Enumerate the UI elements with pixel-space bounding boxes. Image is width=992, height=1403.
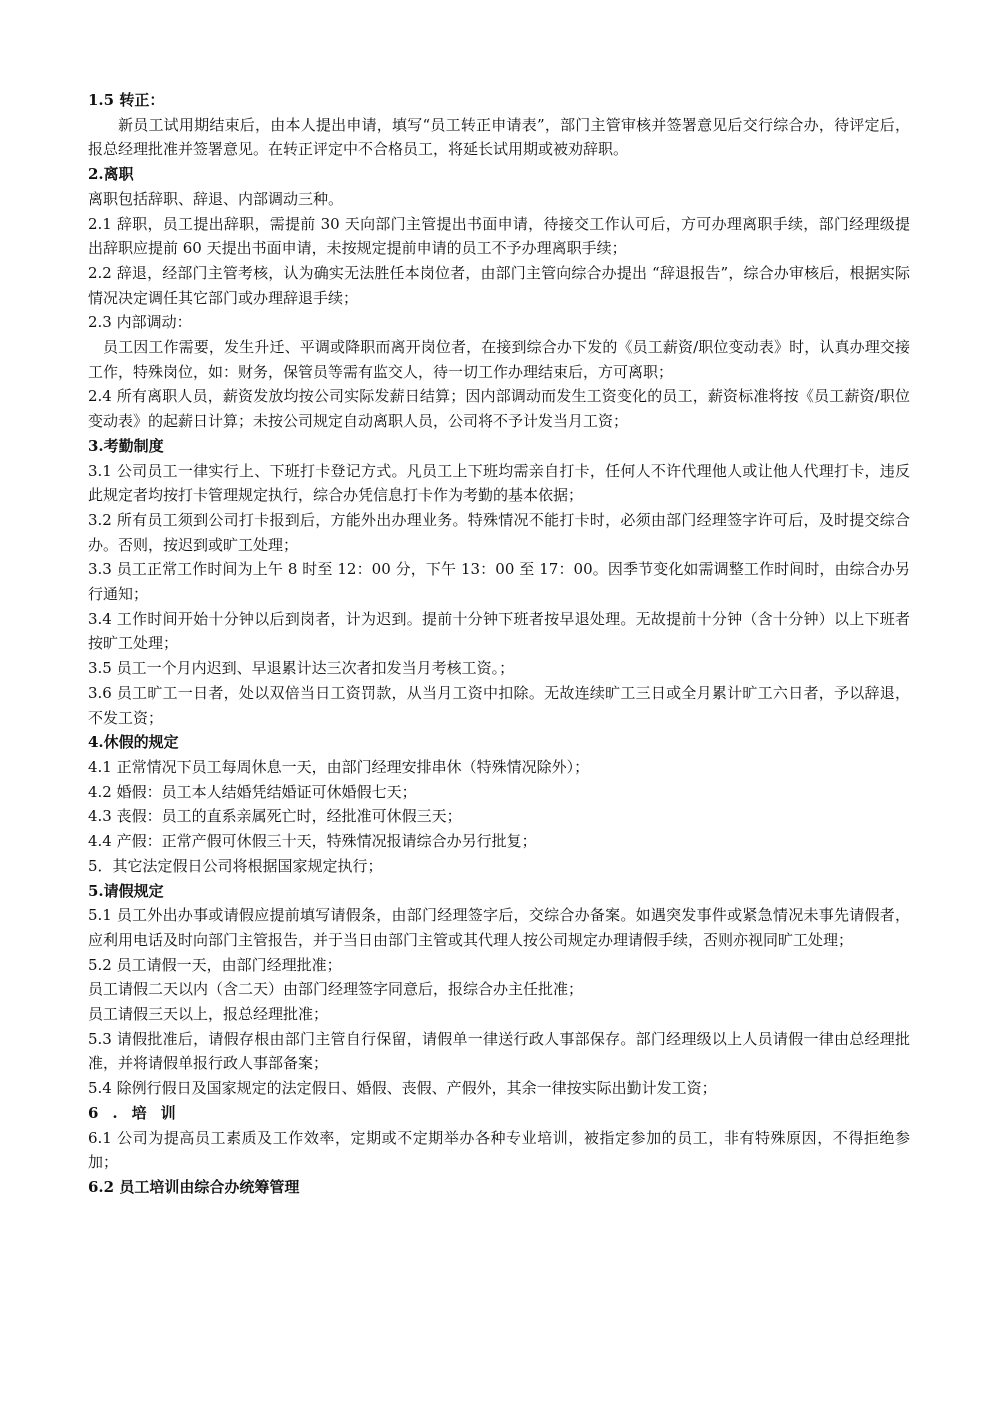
clause-5-2: 5.2 员工请假一天，由部门经理批准； <box>88 955 342 974</box>
clause-4-3: 4.3 丧假：员工的直系亲属死亡时，经批准可休假三天； <box>88 807 462 826</box>
clause-5-2-three-days: 员工请假三天以上，报总经理批准； <box>88 1005 329 1024</box>
clause-2-3-body: 员工因工作需要，发生升迁、平调或降职而离开岗位者，在接到综合办下发的《员工薪资/职位变动表》时，认真办理交接工作，特殊岗位，如：财务，保管员等需有监交人，待一切工作办理结束后，方可离职； <box>88 338 910 381</box>
clause-3-4: 3.4 工作时间开始十分钟以后到岗者，计为迟到。提前十分钟下班者按早退处理。无故提前十分钟（含十分钟）以上下班者按旷工处理； <box>88 609 910 653</box>
clause-4-4: 4.4 产假：正常产假可休假三十天，特殊情况报请综合办另行批复； <box>88 832 537 851</box>
section-1-5-paragraph: 新员工试用期结束后，由本人提出申请，填写“员工转正申请表”，部门主管审核并签署意见后交行综合办，待评定后，报总经理批准并签署意见。在转正评定中不合格员工，将延长试用期或被劝辞职。 <box>88 115 910 159</box>
section-4-heading: 4.休假的规定 <box>88 733 179 752</box>
clause-6-2: 6.2 员工培训由综合办统筹管理 <box>88 1177 300 1196</box>
section-2-intro: 离职包括辞职、辞退、内部调动三种。 <box>88 189 344 208</box>
clause-5-3: 5.3 请假批准后，请假存根由部门主管自行保留，请假单一律送行政人事部保存。部门经理级以上人员请假一律由总经理批准，并将请假单报行政人事部备案； <box>88 1029 910 1073</box>
clause-3-3: 3.3 员工正常工作时间为上午 8 时至 12：00 分，下午 13：00 至 17：00。因季节变化如需调整工作时间时，由综合办另行通知； <box>88 560 910 604</box>
clause-2-2: 2.2 辞退，经部门主管考核，认为确实无法胜任本岗位者，由部门主管向综合办提出 “辞退报告”，综合办审核后，根据实际情况决定调任其它部门或办理辞退手续； <box>88 263 910 307</box>
clause-3-5: 3.5 员工一个月内迟到、早退累计达三次者扣发当月考核工资。； <box>88 659 515 678</box>
clause-6-1: 6.1 公司为提高员工素质及工作效率，定期或不定期举办各种专业培训，被指定参加的员工，非有特殊原因，不得拒绝参加； <box>88 1128 910 1172</box>
clause-4-2: 4.2 婚假：员工本人结婚凭结婚证可休婚假七天； <box>88 782 417 801</box>
section-6-heading-rest: 训 <box>160 1103 176 1122</box>
clause-4-1: 4.1 正常情况下员工每周休息一天，由部门经理安排串休（特殊情况除外）； <box>88 757 590 776</box>
clause-3-6: 3.6 员工旷工一日者，处以双倍当日工资罚款，从当月工资中扣除。无故连续旷工三日或全月累计旷工六日者，予以辞退，不发工资； <box>88 683 910 727</box>
section-2-heading: 2.离职 <box>88 165 134 184</box>
clause-2-3: 2.3 内部调动： <box>88 313 192 332</box>
clause-4-5: 5．其它法定假日公司将根据国家规定执行； <box>88 856 383 875</box>
clause-5-1: 5.1 员工外出办事或请假应提前填写请假条，由部门经理签字后，交综合办备案。如遇突发事件或紧急情况未事先请假者，应利用电话及时向部门主管报告，并于当日由部门主管或其代理人按公司规定办理请假手续，否则亦视同旷工处理； <box>88 906 910 949</box>
clause-3-2: 3.2 所有员工须到公司打卡报到后，方能外出办理业务。特殊情况不能打卡时，必须由部门经理签字许可后，及时提交综合办。否则，按迟到或旷工处理； <box>88 510 910 554</box>
section-6-heading <box>88 1101 910 1126</box>
section-1-5-heading: 1.5 转正： <box>88 91 165 109</box>
section-3-heading: 3.考勤制度 <box>88 436 164 455</box>
clause-2-1: 2.1 辞职，员工提出辞职，需提前 30 天向部门主管提出书面申请，待接交工作认可后，方可办理离职手续，部门经理级提出辞职应提前 60 天提出书面申请，未按规定提前申请的员工不予办理离职手续； <box>88 214 910 258</box>
clause-5-2-two-days: 员工请假二天以内（含二天）由部门经理签字同意后，报综合办主任批准； <box>88 980 584 999</box>
section-6-heading-number: 6.培 <box>88 1103 161 1122</box>
clause-2-4: 2.4 所有离职人员，薪资发放均按公司实际发薪日结算；因内部调动而发生工资变化的员工，薪资标准将按《员工薪资/职位变动表》的起薪日计算；未按公司规定自动离职人员，公司将不予计发当月工资； <box>88 387 910 431</box>
section-5-heading: 5.请假规定 <box>88 881 164 900</box>
document-page <box>88 88 910 1200</box>
clause-5-4: 5.4 除例行假日及国家规定的法定假日、婚假、丧假、产假外，其余一律按实际出勤计发工资； <box>88 1079 717 1098</box>
clause-3-1: 3.1 公司员工一律实行上、下班打卡登记方式。凡员工上下班均需亲自打卡，任何人不许代理他人或让他人代理打卡，违反此规定者均按打卡管理规定执行，综合办凭信息打卡作为考勤的基本依据； <box>88 461 910 505</box>
